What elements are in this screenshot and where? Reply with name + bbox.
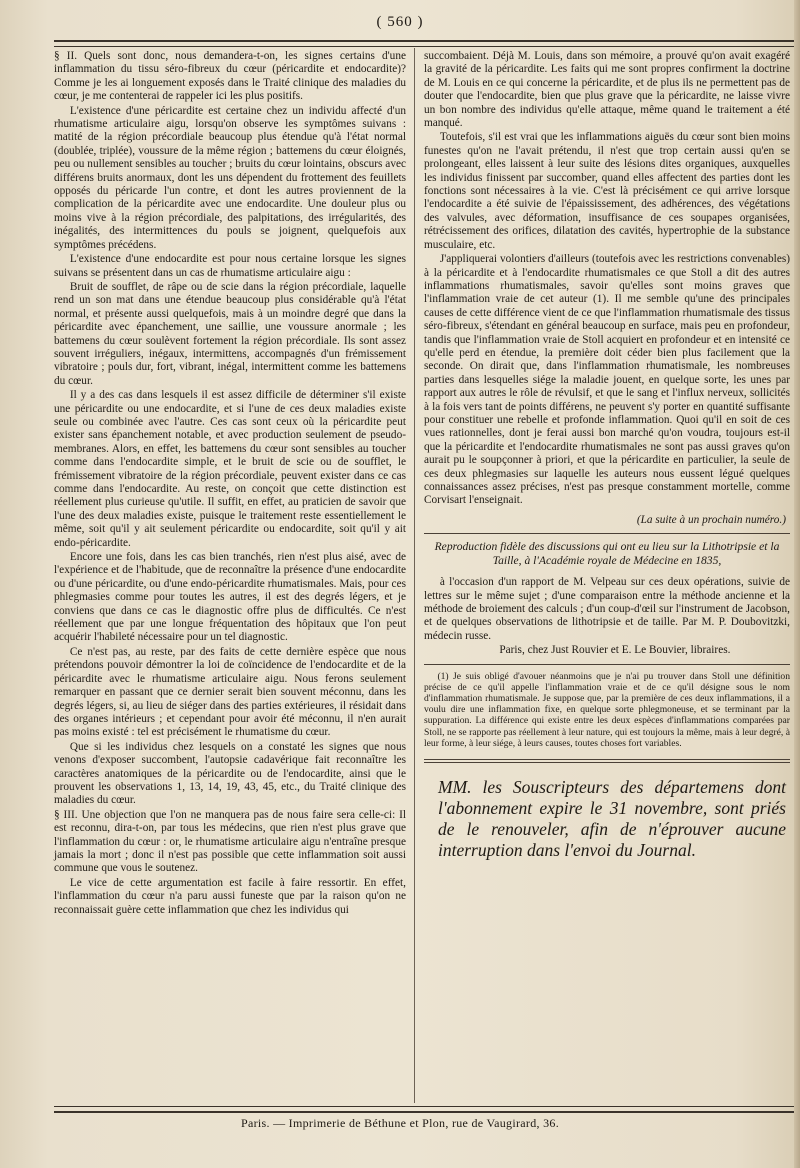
paragraph: L'existence d'une endocardite est pour nous certaine lorsque les signes suivans se présentent dans un cas de rhumatisme articulaire aigu :	[54, 253, 406, 279]
footnote	[424, 671, 790, 749]
paragraph: Toutefois, s'il est vrai que les inflammations aiguës du cœur sont bien moins funestes qu'on ne l'avait prétendu, il n'est que trop certain aussi qu'en se prolongeant, elles laissent à leur suite des lésions dites organiques, auxquelles les individus finissent par succomber, quand elles affectent des parties dont les fonctions sont nécessaires à la vie. C'est là précisément ce qui arrive lorsque l'endocardite a été suivie de l'épaississement, des adhérences, des végétations des valvules, avec déformation, insuffisance de ces soupapes organisées, rétrécissement des orifices, dilatation des cavités, hypertrophie de la substance musculaire, etc.	[424, 131, 790, 251]
right-column	[424, 50, 790, 861]
bottom-rule	[54, 1106, 794, 1113]
footnote-text: (1) Je suis obligé d'avouer néanmoins que je n'ai pu trouver dans Stoll une définition précise de ce qu'il appelle l'inflammation vraie et de ce qu'il désigne sous le nom d'inflammation rhumatismale. Je suppose que, par la première de ces deux inflammations, il a voulu dire une inflammation fixe, en quelque sorte phlegmoneuse, et se terminant par la suppuration. La différence qui existe entre les deux espèces d'inflammations comparées par Stoll, ne se rapporte pas réellement à leur nature, qui est toujours la même, mais à leur degré, à leur forme, à leur siége, à leurs causes, toutes choses fort variables.	[424, 670, 790, 749]
paragraph-section-3: § III. Une objection que l'on ne manquera pas de nous faire sera celle-ci: Il est reconnu, dira-t-on, par tous les médecins, que rien n'est plus grave que l'inflammation du cœur : or, le rhumatisme articulaire aigu n'entraîne presque jamais la mort ; donc il n'est pas possible que cette inflammation soit aussi commune que vous le soutenez.	[54, 808, 406, 875]
separator-rule	[424, 533, 790, 534]
paragraph: Le vice de cette argumentation est facile à faire ressortir. En effet, l'inflammation du cœur n'a paru aussi funeste que par la raison qu'on ne reconnaissait guère cette inflammation que chez les individus qui	[54, 876, 406, 916]
paragraph: Que si les individus chez lesquels on a constaté les signes que nous venons d'exposer succombent, l'autopsie cadavérique fait reconnaître les caractères anatomiques de la péricardite ou de l'endocardite, ainsi que le prouvent les observations 1, 13, 14, 19, 43, 45, etc., du Traité clinique des maladies du cœur.	[54, 740, 406, 807]
paragraph-section-2: § II. Quels sont donc, nous demandera-t-on, les signes certains d'une inflammation du tissu séro-fibreux du cœur (péricardite et endocardite)? Comme je les ai longuement exposés dans le Traité clinique des maladies du cœur, je me contenterai de rappeler ici les plus positifs.	[54, 50, 406, 103]
publisher-line: Paris, chez Just Rouvier et E. Le Bouvier, libraires.	[499, 644, 731, 657]
page-number: ( 560 )	[376, 14, 424, 30]
footnote-rule	[424, 664, 790, 665]
top-rule	[54, 40, 794, 47]
paragraph: succombaient. Déjà M. Louis, dans son mémoire, a prouvé qu'on avait exagéré la gravité de la péricardite. Les faits qui me sont propres confirment la doctrine de M. Louis en ce qui concerne la péricardite, et de plus ils ne permettent pas de douter que l'endocardite, bien que plus grave que la péricardite, ne laisse vivre un bon nombre des individus qu'elle attaque, même quand le traitement a été manqué.	[424, 50, 790, 130]
paragraph: Ce n'est pas, au reste, par des faits de cette dernière espèce que nous prétendons pouvoir démontrer la loi de coïncidence de l'endocardite et de la péricardite avec le rhumatisme articulaire aigu. Nous ferons seulement remarquer en passant que ce dernier serait bien souvent méconnu, dans les degrés légers, si, au lieu de siéger dans des parties extérieures, il résidait dans des organes intérieurs ; et cependant pour avoir été méconnu, il n'en aurait pas moins existé : tel est précisément le rhumatisme du cœur.	[54, 645, 406, 739]
continued-notice: (La suite à un prochain numéro.)	[636, 513, 786, 526]
double-rule	[424, 759, 790, 763]
paragraph: Il y a des cas dans lesquels il est assez difficile de déterminer s'il existe une péricardite ou une endocardite, et si l'une de ces deux maladies existe seule ou combinée avec l'autre. Ces cas sont ceux où la péricardite peut exister sans épanchement notable, et avec production seulement de pseudo-membranes. Alors, en effet, les battemens du cœur sont sensibles au toucher comme dans l'endocardite simple, et le bruit de scie ou de soufflet, le frémissement vibratoire de la région précordiale, peuvent exister dans ce cas comme dans l'endocardite. Au reste, on conçoit que cette distinction est réellement plus curieuse qu'utile. Il suffit, en effet, au praticien de savoir que l'une des deux maladies existe, puisque le traitement reste essentiellement le même, soit qu'il y ait seulement péricardite ou endocardite, soit qu'il y ait endo-péricardite.	[54, 389, 406, 549]
subscribers-notice: MM. les Souscripteurs des départemens dont l'abonnement expire le 31 novembre, sont priés de le renouveler, afin de n'éprouver aucune interruption dans l'envoi du Journal.	[438, 777, 786, 861]
left-column	[54, 50, 406, 918]
paragraph: L'existence d'une péricardite est certaine chez un individu affecté d'un rhumatisme articulaire aigu, lorsqu'on observe les symptômes suivans : matité de la région précordiale beaucoup plus étendue qu'à l'état normal (doublée, triplée), voussure de la même région ; battemens du cœur éloignés, peu ou nullement sensibles au toucher ; bruits du cœur lointains, obscurs avec différens bruits anormaux, dont les uns dépendent du frottement des feuillets opposés du péricarde l'un contre, et dont les autres proviennent de la complication de la péricardite avec une endocardite. Une douleur plus ou moins vive à la région précordiale, des palpitations, des irrégularités, des inégalités, des intermittences du pouls se joignent, quelquefois aux symptômes précédens.	[54, 104, 406, 251]
printer-imprint: Paris. — Imprimerie de Béthune et Plon, rue de Vaugirard, 36.	[240, 1116, 559, 1130]
book-notice-title: Reproduction fidèle des discussions qui ont eu lieu sur la Lithotripsie et la Taille, à l'Académie royale de Médecine en 1835,	[434, 540, 780, 568]
book-notice-body: à l'occasion d'un rapport de M. Velpeau sur ces deux opérations, suivie de lettres sur le même sujet ; d'une comparaison entre la méthode ancienne et la méthode de broiement des calculs ; d'un coup-d'œil sur l'instrument de Jacobson, et de quelques observations de lithotripsie et de taille. Par M. P. Doubovitzki, médecin russe.	[424, 576, 790, 642]
column-divider	[414, 48, 415, 1103]
paragraph: Encore une fois, dans les cas bien tranchés, rien n'est plus aisé, avec de l'expérience et de l'habitude, que de reconnaître la présence d'une endocardite ou d'une péricardite, ou d'une endo-péricardite rhumatismales. Mais, pour ces phlegmasies comme pour toutes les autres, il est des degrés légers, et je conviens que dans ce cas le diagnostic offre plus de difficultés. Ce n'est réellement que par une longue fréquentation des hôpitaux que l'on peut acquérir l'habileté nécessaire pour un tel diagnostic.	[54, 551, 406, 644]
paragraph: J'appliquerai volontiers d'ailleurs (toutefois avec les restrictions convenables) à la péricardite et à l'endocardite rhumatismales ce que Stoll a dit des autres inflammations rhumatismales, savoir qu'elles sont moins graves que l'inflammation vraie de cet auteur (1). Il me semble qu'une des principales causes de cette différence vient de ce que l'inflammation rhumatismale des tissus séro-fibreux, s'étendant en général beaucoup en surface, mais peu en profondeur, tandis que l'inflammation vraie de Stoll acquiert en profondeur et en intensité ce qu'elle perd en étendue, la première doit céder bien plus facilement que la seconde. On dirait que, dans l'inflammation rhumatismale, les nombreuses parties dans lesquelles siége la maladie jouent, en quelque sorte, les unes par rapport aux autres le rôle de révulsif, et que le sang et l'influx nerveux, sollicités à la fois vers tant de points différens, ne peuvent s'y porter en quantité suffisante pour constituer une rebelle et profonde inflammation. Quoi qu'il en soit de ces vues rationnelles, dont je ferai aussi bon marché qu'on voudra, toujours est-il que la péricardite et l'endocardite rhumatismales ne sont pas aussi graves qu'on aurait pu le soupçonner à priori, et que la péricardite en particulier, la seule de ces deux phlegmasies sur laquelle les auteurs nous eussent légué quelques connaissances assez précises, n'est pas presque constamment mortelle, comme Corvisart l'enseignait.	[424, 253, 790, 507]
page-edge-shadow	[794, 0, 800, 1168]
paragraph: Bruit de soufflet, de râpe ou de scie dans la région précordiale, laquelle rend un son mat dans une étendue beaucoup plus considérable qu'à l'état normal, et présente aussi quelquefois, mais à un moindre degré que dans la péricardite avec épanchement, une saillie, une voussure anormale ; les battemens du cœur soulèvent fortement la région précordiale. Ils sont assez souvent irréguliers, inégaux, intermittens, accompagnés d'un frémissement vibratoire ; pouls dur, fort, vibrant, inégal, intermittent comme les battemens du cœur.	[54, 280, 406, 387]
